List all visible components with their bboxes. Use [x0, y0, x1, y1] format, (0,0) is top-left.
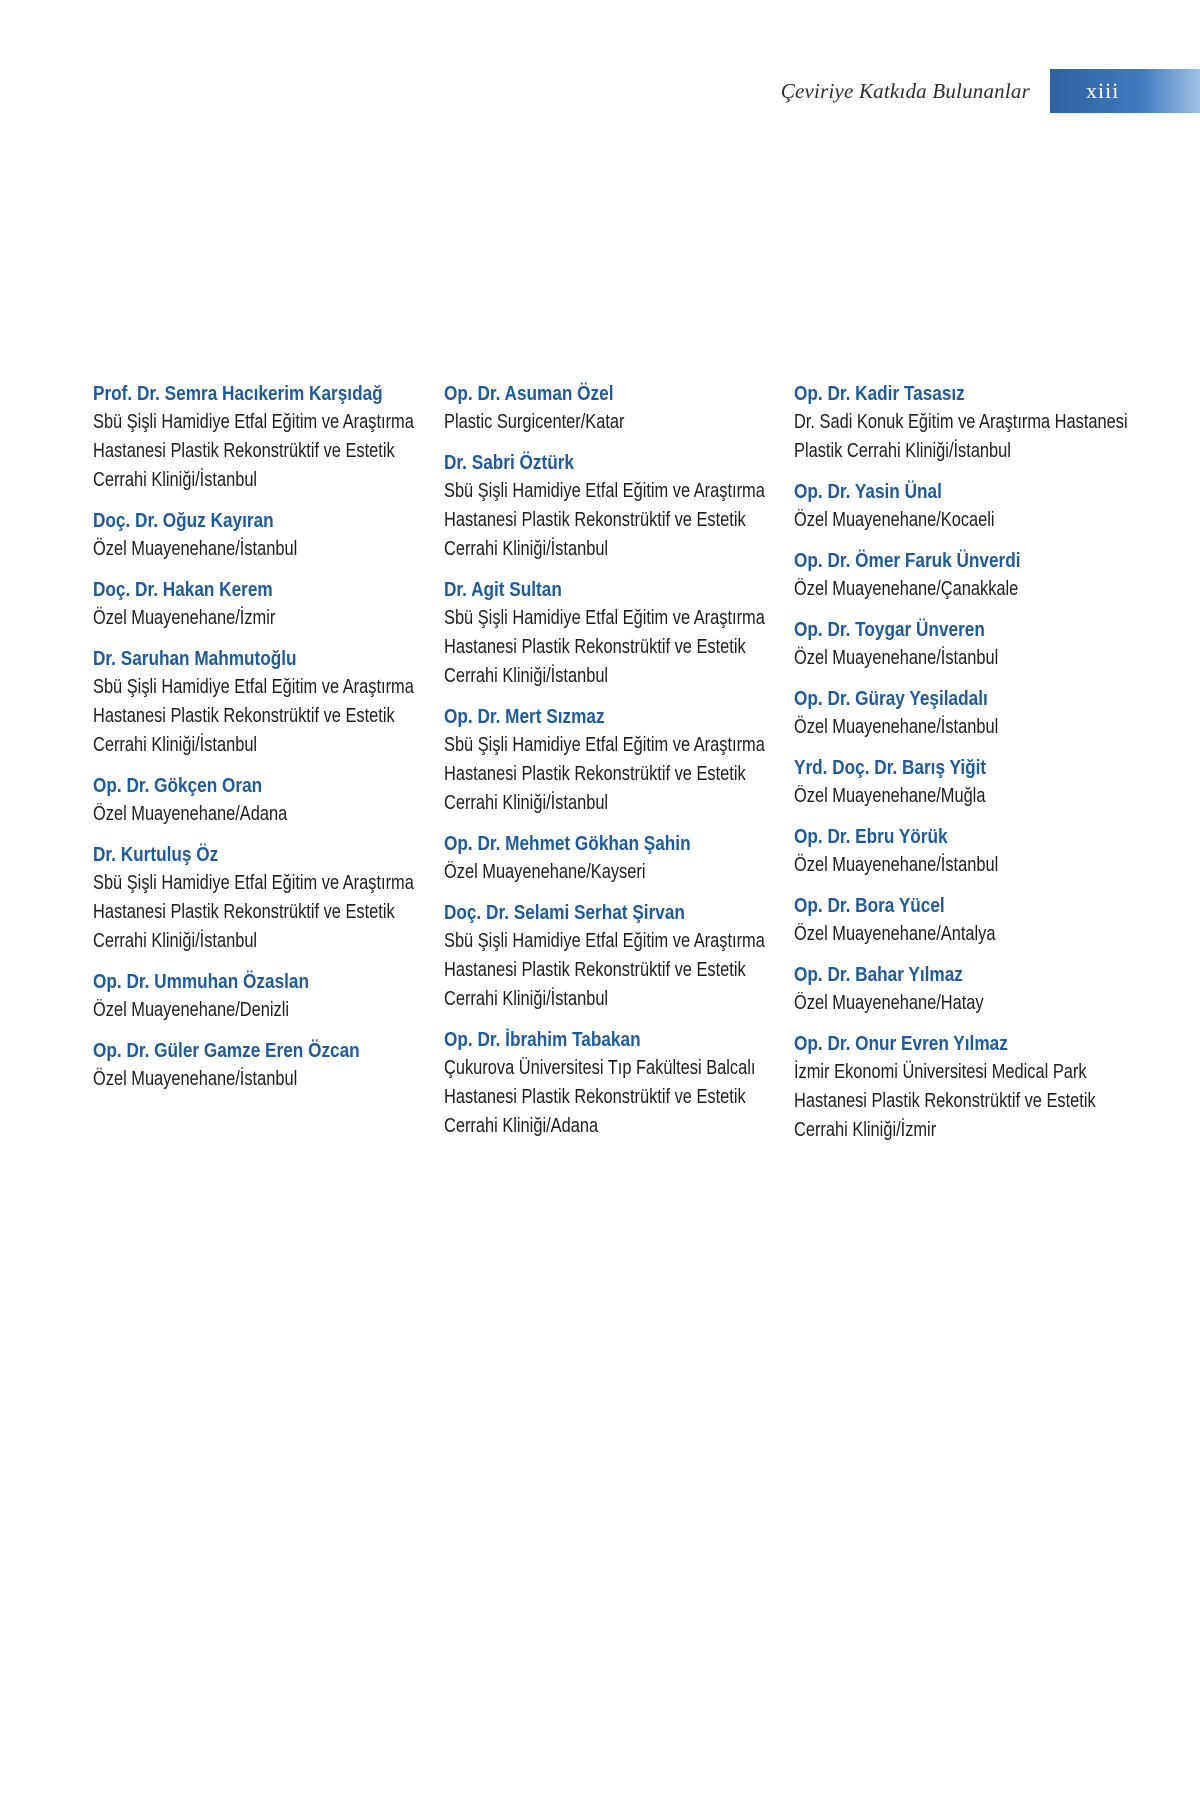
- contributor-entry: [444, 1026, 779, 1141]
- contributor-affiliation: Özel Muayenehane/İzmir: [93, 607, 276, 629]
- contributor-name: Op. Dr. Güler Gamze Eren Özcan: [93, 1040, 360, 1062]
- contributor-name: Op. Dr. Bora Yücel: [794, 895, 945, 917]
- contributor-affiliation: Özel Muayenehane/Hatay: [794, 992, 984, 1014]
- contributor-affiliation: Sbü Şişli Hamidiye Etfal Eğitim ve Araştırma Hastanesi Plastik Rekonstrüktif ve Estetik Cerrahi Kliniği/İstanbul: [93, 411, 414, 491]
- contributor-affiliation: Sbü Şişli Hamidiye Etfal Eğitim ve Araştırma Hastanesi Plastik Rekonstrüktif ve Estetik Cerrahi Kliniği/İstanbul: [444, 734, 765, 814]
- contributor-name: Doç. Dr. Selami Serhat Şirvan: [444, 902, 685, 924]
- contributor-name: Op. Dr. Bahar Yılmaz: [794, 964, 963, 986]
- contributor-name: Op. Dr. Güray Yeşiladalı: [794, 688, 988, 710]
- contributor-entry: [93, 380, 428, 495]
- contributor-name: Op. Dr. Kadir Tasasız: [794, 383, 965, 405]
- contributor-affiliation: Özel Muayenehane/İstanbul: [93, 538, 298, 560]
- contributor-entry: [444, 380, 779, 437]
- contributor-affiliation: Özel Muayenehane/Muğla: [794, 785, 986, 807]
- contributor-affiliation: Özel Muayenehane/Antalya: [794, 923, 996, 945]
- contributor-entry: [794, 380, 1129, 466]
- contributor-affiliation: İzmir Ekonomi Üniversitesi Medical Park Hastanesi Plastik Rekonstrüktif ve Estetik Cerrahi Kliniği/İzmir: [794, 1061, 1096, 1141]
- contributor-name: Dr. Agit Sultan: [444, 579, 562, 601]
- contributor-name: Op. Dr. Toygar Ünveren: [794, 619, 985, 641]
- contributor-affiliation: Sbü Şişli Hamidiye Etfal Eğitim ve Araştırma Hastanesi Plastik Rekonstrüktif ve Estetik Cerrahi Kliniği/İstanbul: [444, 480, 765, 560]
- page-number: xiii: [1086, 78, 1120, 103]
- contributor-name: Dr. Kurtuluş Öz: [93, 844, 219, 866]
- contributor-name: Op. Dr. Ömer Faruk Ünverdi: [794, 550, 1021, 572]
- contributor-entry: [444, 449, 779, 564]
- contributor-entry: [794, 478, 1129, 535]
- contributor-name: Dr. Saruhan Mahmutoğlu: [93, 648, 297, 670]
- contributor-entry: [93, 841, 428, 956]
- contributor-name: Op. Dr. Ebru Yörük: [794, 826, 948, 848]
- contributors-column-3: [794, 380, 1129, 1157]
- contributor-entry: [794, 892, 1129, 949]
- contributor-entry: [794, 1030, 1129, 1145]
- contributor-entry: [444, 899, 779, 1014]
- contributor-affiliation: Sbü Şişli Hamidiye Etfal Eğitim ve Araştırma Hastanesi Plastik Rekonstrüktif ve Estetik Cerrahi Kliniği/İstanbul: [93, 872, 414, 952]
- page-header: [781, 69, 1200, 113]
- contributor-entry: [93, 576, 428, 633]
- contributor-name: Dr. Sabri Öztürk: [444, 452, 574, 474]
- contributor-entry: [93, 772, 428, 829]
- contributor-entry: [444, 830, 779, 887]
- page-number-tab: [1050, 69, 1200, 113]
- contributor-affiliation: Özel Muayenehane/İstanbul: [794, 854, 999, 876]
- contributor-entry: [794, 547, 1129, 604]
- contributor-affiliation: Özel Muayenehane/Adana: [93, 803, 288, 825]
- contributor-entry: [794, 616, 1129, 673]
- contributor-name: Op. Dr. Gökçen Oran: [93, 775, 263, 797]
- contributor-affiliation: Özel Muayenehane/Kocaeli: [794, 509, 995, 531]
- contributor-entry: [794, 823, 1129, 880]
- contributor-entry: [93, 968, 428, 1025]
- contributor-affiliation: Özel Muayenehane/İstanbul: [794, 647, 999, 669]
- contributor-name: Doç. Dr. Oğuz Kayıran: [93, 510, 274, 532]
- contributor-entry: [93, 507, 428, 564]
- contributor-name: Op. Dr. Ummuhan Özaslan: [93, 971, 310, 993]
- contributor-entry: [794, 754, 1129, 811]
- contributor-entry: [444, 576, 779, 691]
- contributor-name: Op. Dr. Asuman Özel: [444, 383, 614, 405]
- contributor-entry: [444, 703, 779, 818]
- contributors-column-2: [444, 380, 779, 1153]
- contributor-affiliation: Özel Muayenehane/İstanbul: [93, 1068, 298, 1090]
- contributor-affiliation: Özel Muayenehane/Çanakkale: [794, 578, 1019, 600]
- contributor-name: Doç. Dr. Hakan Kerem: [93, 579, 273, 601]
- contributor-affiliation: Özel Muayenehane/Kayseri: [444, 861, 646, 883]
- contributor-affiliation: Plastic Surgicenter/Katar: [444, 411, 625, 433]
- contributor-affiliation: Sbü Şişli Hamidiye Etfal Eğitim ve Araştırma Hastanesi Plastik Rekonstrüktif ve Estetik Cerrahi Kliniği/İstanbul: [444, 607, 765, 687]
- contributors-column-1: [93, 380, 428, 1106]
- contributor-name: Op. Dr. Onur Evren Yılmaz: [794, 1033, 1008, 1055]
- contributor-affiliation: Çukurova Üniversitesi Tıp Fakültesi Balcalı Hastanesi Plastik Rekonstrüktif ve Estetik Cerrahi Kliniği/Adana: [444, 1057, 756, 1137]
- contributor-affiliation: Sbü Şişli Hamidiye Etfal Eğitim ve Araştırma Hastanesi Plastik Rekonstrüktif ve Estetik Cerrahi Kliniği/İstanbul: [93, 676, 414, 756]
- contributor-name: Prof. Dr. Semra Hacıkerim Karşıdağ: [93, 383, 383, 405]
- contributor-entry: [794, 961, 1129, 1018]
- contributor-affiliation: Özel Muayenehane/Denizli: [93, 999, 290, 1021]
- contributor-entry: [93, 1037, 428, 1094]
- contributor-affiliation: Sbü Şişli Hamidiye Etfal Eğitim ve Araştırma Hastanesi Plastik Rekonstrüktif ve Estetik Cerrahi Kliniği/İstanbul: [444, 930, 765, 1010]
- contributor-affiliation: Dr. Sadi Konuk Eğitim ve Araştırma Hastanesi Plastik Cerrahi Kliniği/İstanbul: [794, 411, 1128, 462]
- contributor-name: Op. Dr. İbrahim Tabakan: [444, 1029, 641, 1051]
- contributor-name: Yrd. Doç. Dr. Barış Yiğit: [794, 757, 987, 779]
- contributor-name: Op. Dr. Mert Sızmaz: [444, 706, 605, 728]
- contributor-name: Op. Dr. Yasin Ünal: [794, 481, 942, 503]
- contributor-entry: [93, 645, 428, 760]
- contributor-entry: [794, 685, 1129, 742]
- contributor-affiliation: Özel Muayenehane/İstanbul: [794, 716, 999, 738]
- contributor-name: Op. Dr. Mehmet Gökhan Şahin: [444, 833, 691, 855]
- running-title: Çeviriye Katkıda Bulunanlar: [780, 78, 1030, 103]
